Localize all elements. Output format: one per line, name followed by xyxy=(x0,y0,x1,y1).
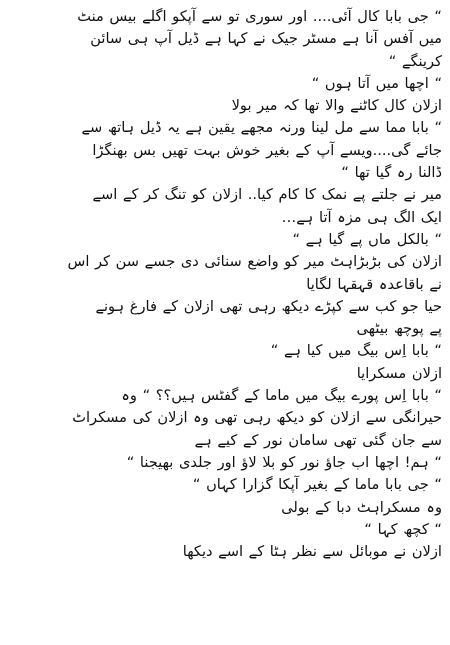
text-line: ڈالنا رہ گیا تھا “ xyxy=(341,164,442,182)
text-line: پے پوچھ بیٹھی xyxy=(356,320,442,338)
text-line: ازلان کال کاٹنے والا تھا کہ میر بولا xyxy=(231,97,442,115)
text-line: “ بابا اِس پورے بیگ میں ماما کے گفٹس ہیں؟؟ “ وہ xyxy=(121,387,442,405)
text-line: “ بابا مما سے مل لینا ورنہ مجھے یقین ہے یہ ڈیل ہاتھ سے xyxy=(81,119,442,137)
text-line: سے جان گئی تھی سامان نور کے کیے ہے xyxy=(194,431,442,449)
text-line: نے باقاعدہ قہقہا لگایا xyxy=(306,275,442,293)
text-line: “ بابا اِس بیگ میں کیا ہے “ xyxy=(270,342,442,360)
text-line: وہ مسکراہٹ دبا کے بولی xyxy=(281,498,442,516)
text-line: “ جی بابا ماما کے بغیر آپکا گزارا کہاں “ xyxy=(192,476,442,494)
text-line: میں آفس آنا ہے مسٹر جیک نے کہا ہے ڈیل آپ ہی سائن xyxy=(90,30,442,48)
text-line: “ بالکل ماں پے گیا ہے “ xyxy=(292,230,442,248)
text-line: حیا جو کب سے کپڑے دیکھ رہی تھی ازلان کے فارغ ہونے xyxy=(95,297,442,315)
text-line: “ اچھا میں آتا ہوں “ xyxy=(311,74,442,92)
text-line: جائے گی....ویسے آپ کے بغیر خوش بہت تھیں بس بھنگڑا xyxy=(92,141,442,159)
text-line: کرینگے “ xyxy=(388,52,442,70)
text-line: “ جی بابا کال آئی.... اور سوری تو سے آپکو اگلے بیس منٹ xyxy=(77,8,442,25)
text-line: ازلان مسکرایا xyxy=(356,364,442,382)
urdu-text-block xyxy=(8,6,442,563)
text-line: “ ہم! اچھا اب جاؤ نور کو بلا لاؤ اور جلدی بھیجنا “ xyxy=(126,453,442,471)
text-line: ازلان نے موبائل سے نظر ہٹا کے اسے دیکھا xyxy=(182,543,442,561)
text-line: “ کچھ کہا “ xyxy=(364,520,442,538)
text-line: ازلان کی بڑبڑاہٹ میر کو واضع سنائی دی جسے سن کر اس xyxy=(67,253,442,271)
text-line: ایک الگ ہی مزہ آتا ہے… xyxy=(281,208,442,226)
text-line: میر نے جلتے پے نمک کا کام کیا.. ازلان کو تنگ کر کے اسے xyxy=(92,186,442,204)
text-line: حیرانگی سے ازلان کو دیکھ رہی تھی وہ ازلان کی مسکراٹ xyxy=(72,409,442,427)
